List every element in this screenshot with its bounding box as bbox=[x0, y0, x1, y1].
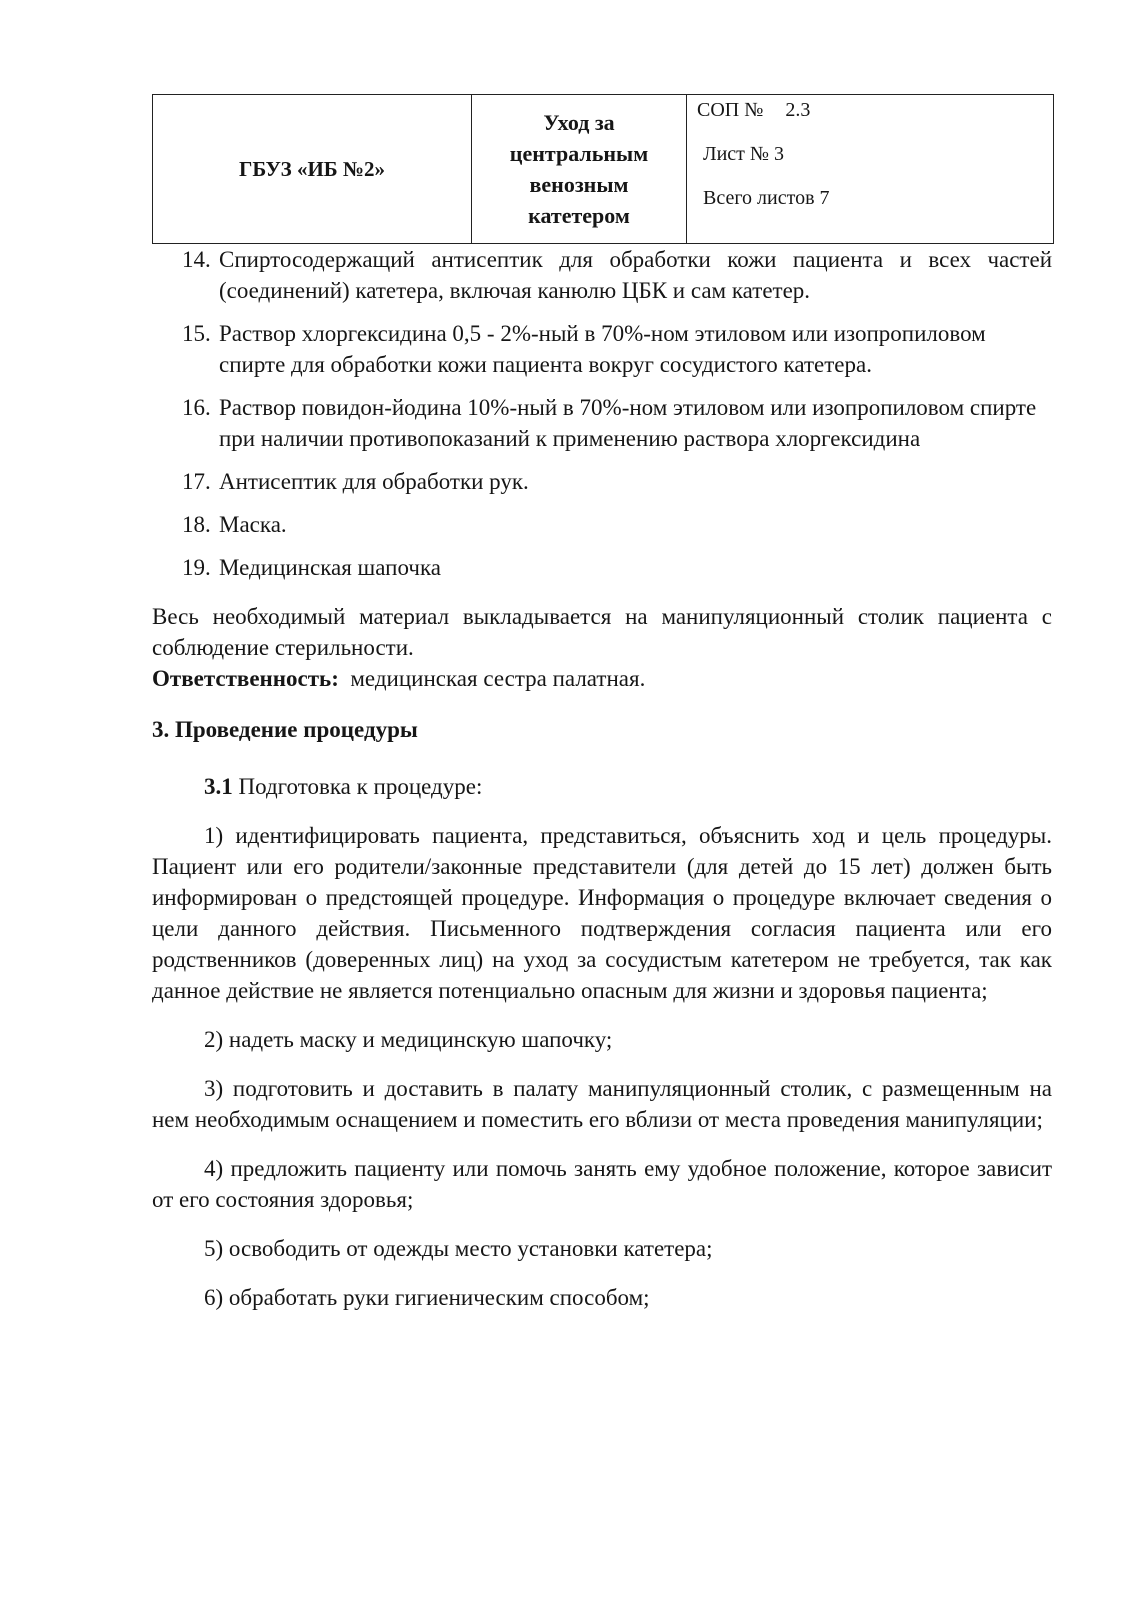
sop-label: СОП № bbox=[697, 99, 764, 121]
responsibility-text: медицинская сестра палатная. bbox=[350, 666, 646, 691]
meta-cell bbox=[687, 95, 1054, 244]
responsibility-label: Ответственность: bbox=[152, 666, 339, 691]
list-item-text: Раствор повидон-йодина 10%-ный в 70%-ном этиловом или изопропиловом спирте при наличии противопоказаний к применению раствора хлоргексидина bbox=[219, 395, 1037, 451]
list-item-text: Спиртосодержащий антисептик для обработки кожи пациента и всех частей (соединений) катетера, включая канюлю ЦБК и сам катетер. bbox=[219, 247, 1052, 303]
list-item-number: 16. bbox=[182, 395, 211, 420]
procedure-step: 6) обработать руки гигиеническим способом; bbox=[204, 1285, 650, 1310]
responsibility-line bbox=[152, 663, 1052, 694]
procedure-step: 1) идентифицировать пациента, представиться, объяснить ход и цель процедуры. Пациент или его родители/законные представители (для детей до 15 лет) должен быть информирован о предстоящей процедуре. Информация о процедуре включает сведения о цели данного действия. Письменного подтверждения согласия пациента или его родственников (доверенных лиц) на уход за сосудистым катетером не требуется, так как данное действие не является потенциально опасным для жизни и здоровья пациента; bbox=[152, 823, 1052, 1003]
organization-cell bbox=[153, 95, 472, 244]
sheet-number: Лист № 3 bbox=[703, 143, 784, 165]
sop-number-line bbox=[697, 99, 1053, 119]
list-item bbox=[152, 244, 1052, 306]
document-title-line: центральным bbox=[509, 141, 649, 166]
list-item bbox=[152, 392, 1052, 454]
list-item-number: 19. bbox=[182, 555, 211, 580]
list-item bbox=[152, 318, 1052, 380]
list-item-number: 17. bbox=[182, 469, 211, 494]
materials-paragraph: Весь необходимый материал выкладывается на манипуляционный столик пациента с соблюдение стерильности. bbox=[152, 604, 1052, 660]
list-item-text: Медицинская шапочка bbox=[219, 555, 441, 580]
sub-heading-number: 3.1 bbox=[204, 774, 233, 799]
equipment-list bbox=[152, 244, 1052, 583]
list-item-text: Антисептик для обработки рук. bbox=[219, 469, 529, 494]
document-title-line: катетером bbox=[528, 203, 630, 228]
list-item-text: Раствор хлоргексидина 0,5 - 2%-ный в 70%-ном этиловом или изопропиловом спирте для обработки кожи пациента вокруг сосудистого катетера. bbox=[219, 321, 986, 377]
procedure-step: 5) освободить от одежды место установки катетера; bbox=[204, 1236, 713, 1261]
list-item-number: 15. bbox=[182, 321, 211, 346]
list-item bbox=[152, 466, 1052, 497]
document-title-line: Уход за bbox=[543, 110, 615, 135]
organization-name: ГБУЗ «ИБ №2» bbox=[238, 156, 386, 181]
sub-heading-text: Подготовка к процедуре: bbox=[238, 774, 483, 799]
procedure-step: 2) надеть маску и медицинскую шапочку; bbox=[204, 1027, 613, 1052]
sub-heading bbox=[152, 771, 1052, 802]
list-item-number: 18. bbox=[182, 512, 211, 537]
document-body bbox=[152, 244, 1052, 1313]
procedure-step: 4) предложить пациенту или помочь занять ему удобное положение, которое зависит от его состояния здоровья; bbox=[152, 1156, 1052, 1212]
list-item bbox=[152, 509, 1052, 540]
procedure-step: 3) подготовить и доставить в палату манипуляционный столик, с размещенным на нем необходимым оснащением и поместить его вблизи от места проведения манипуляции; bbox=[152, 1076, 1052, 1132]
document-title-line: венозным bbox=[529, 172, 629, 197]
list-item-number: 14. bbox=[182, 247, 211, 272]
section-heading: 3. Проведение процедуры bbox=[152, 717, 418, 742]
document-header-table bbox=[152, 94, 1054, 244]
total-sheets: Всего листов 7 bbox=[703, 187, 830, 209]
sop-number: 2.3 bbox=[785, 99, 811, 121]
list-item bbox=[152, 552, 1052, 583]
title-cell bbox=[472, 95, 687, 244]
list-item-text: Маска. bbox=[219, 512, 287, 537]
